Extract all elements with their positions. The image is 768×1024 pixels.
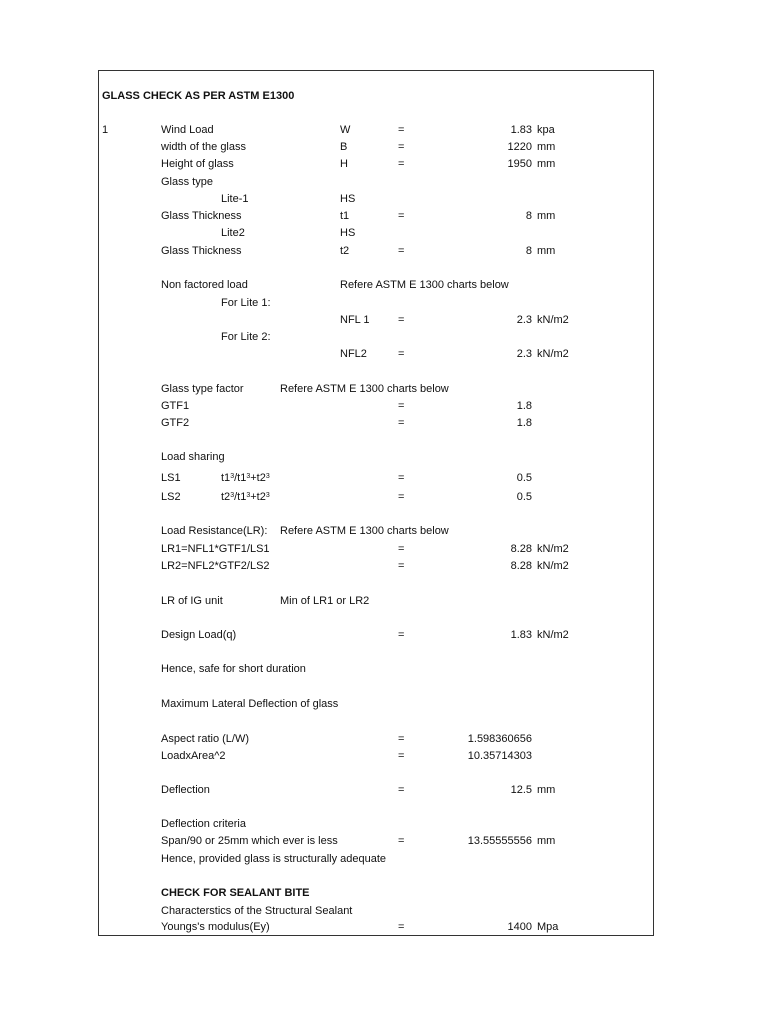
lite2-type: HS (340, 227, 356, 239)
lr-reference: Refere ASTM E 1300 charts below (280, 525, 449, 537)
ls2-symbol: LS2 (161, 491, 181, 503)
thickness2-symbol: t2 (340, 245, 350, 257)
thickness1-label: Glass Thickness (161, 210, 242, 222)
lite1-label: Lite-1 (221, 193, 249, 205)
lr-label: Load Resistance(LR): (161, 525, 268, 537)
thickness2-unit: mm (537, 245, 556, 257)
aspect-ratio-value: 1.598360656 (467, 733, 532, 745)
wind-load-label: Wind Load (161, 124, 214, 136)
deflection-value: 12.5 (510, 784, 532, 796)
equals-sign: = (398, 835, 405, 847)
equals-sign: = (398, 784, 405, 796)
deflection-label: Deflection (161, 784, 210, 796)
lr1-unit: kN/m2 (537, 543, 569, 555)
nfl2-unit: kN/m2 (537, 348, 569, 360)
equals-sign: = (398, 141, 405, 153)
loadxarea-value: 10.35714303 (467, 750, 532, 762)
lr1-value: 8.28 (510, 543, 532, 555)
equals-sign: = (398, 491, 405, 503)
nfl1-unit: kN/m2 (537, 314, 569, 326)
design-load-label: Design Load(q) (161, 629, 237, 641)
loadxarea-label: LoadxArea^2 (161, 750, 226, 762)
lite1-type: HS (340, 193, 356, 205)
deflection-criteria-label: Deflection criteria (161, 818, 246, 830)
thickness1-value: 8 (525, 210, 532, 222)
sealant-characteristics: Characterstics of the Structural Sealant (161, 905, 353, 917)
lr2-unit: kN/m2 (537, 560, 569, 572)
lr-ig-value: Min of LR1 or LR2 (280, 595, 370, 607)
load-sharing-label: Load sharing (161, 451, 225, 463)
deflection-heading: Maximum Lateral Deflection of glass (161, 698, 339, 710)
equals-sign: = (398, 560, 405, 572)
lr2-value: 8.28 (510, 560, 532, 572)
gtf2-value: 1.8 (516, 417, 532, 429)
width-value: 1220 (507, 141, 532, 153)
equals-sign: = (398, 750, 405, 762)
design-load-unit: kN/m2 (537, 629, 569, 641)
thickness1-unit: mm (537, 210, 556, 222)
nfl1-symbol: NFL 1 (340, 314, 370, 326)
lite2-label: Lite2 (221, 227, 245, 239)
thickness2-label: Glass Thickness (161, 245, 242, 257)
aspect-ratio-label: Aspect ratio (L/W) (161, 733, 250, 745)
ls1-formula: $t1^3/t1^3+t2^3$ (221, 472, 270, 484)
thickness2-value: 8 (525, 245, 532, 257)
deflection-unit: mm (537, 784, 556, 796)
height-value: 1950 (507, 158, 532, 170)
nfl1-value: 2.3 (516, 314, 532, 326)
equals-sign: = (398, 348, 405, 360)
equals-sign: = (398, 733, 405, 745)
adequate-note: Hence, provided glass is structurally adequate (161, 853, 387, 865)
span-criteria-value: 13.55555556 (467, 835, 532, 847)
gtf1-symbol: GTF1 (161, 400, 190, 412)
equals-sign: = (398, 124, 405, 136)
nfl-lite2-label: For Lite 2: (221, 331, 271, 343)
gtf-label: Glass type factor (161, 383, 244, 395)
wind-load-symbol: W (340, 124, 351, 136)
equals-sign: = (398, 629, 405, 641)
width-symbol: B (340, 141, 348, 153)
span-criteria-unit: mm (537, 835, 556, 847)
page-title: GLASS CHECK AS PER ASTM E1300 (102, 90, 295, 102)
equals-sign: = (398, 210, 405, 222)
ls1-value: 0.5 (516, 472, 532, 484)
wind-load-unit: kpa (537, 124, 555, 136)
lr-ig-label: LR of IG unit (161, 595, 223, 607)
youngs-modulus-value: 1400 (507, 921, 532, 933)
item-number: 1 (102, 124, 109, 136)
youngs-modulus-label: Youngs's modulus(Ey) (161, 921, 270, 933)
ls1-symbol: LS1 (161, 472, 181, 484)
youngs-modulus-unit: Mpa (537, 921, 559, 933)
thickness1-symbol: t1 (340, 210, 350, 222)
height-label: Height of glass (161, 158, 234, 170)
ls2-formula: $t2^3/t1^3+t2^3$ (221, 491, 270, 503)
equals-sign: = (398, 921, 405, 933)
equals-sign: = (398, 245, 405, 257)
gtf-reference: Refere ASTM E 1300 charts below (280, 383, 449, 395)
glass-type-label: Glass type (161, 176, 213, 188)
width-label: width of the glass (161, 141, 246, 153)
span-criteria-label: Span/90 or 25mm which ever is less (161, 835, 338, 847)
nfl-lite1-label: For Lite 1: (221, 297, 271, 309)
nfl2-value: 2.3 (516, 348, 532, 360)
equals-sign: = (398, 400, 405, 412)
lr1-formula: LR1=NFL1*GTF1/LS1 (161, 543, 270, 555)
width-unit: mm (537, 141, 556, 153)
wind-load-value: 1.83 (510, 124, 532, 136)
design-load-value: 1.83 (510, 629, 532, 641)
lr2-formula: LR2=NFL2*GTF2/LS2 (161, 560, 270, 572)
height-symbol: H (340, 158, 348, 170)
equals-sign: = (398, 158, 405, 170)
gtf1-value: 1.8 (516, 400, 532, 412)
nfl-label: Non factored load (161, 279, 248, 291)
gtf2-symbol: GTF2 (161, 417, 190, 429)
equals-sign: = (398, 314, 405, 326)
calculation-sheet (98, 70, 654, 936)
nfl2-symbol: NFL2 (340, 348, 367, 360)
ls2-value: 0.5 (516, 491, 532, 503)
equals-sign: = (398, 543, 405, 555)
sealant-heading: CHECK FOR SEALANT BITE (161, 887, 310, 899)
equals-sign: = (398, 417, 405, 429)
nfl-reference: Refere ASTM E 1300 charts below (340, 279, 509, 291)
height-unit: mm (537, 158, 556, 170)
safe-note: Hence, safe for short duration (161, 663, 306, 675)
equals-sign: = (398, 472, 405, 484)
